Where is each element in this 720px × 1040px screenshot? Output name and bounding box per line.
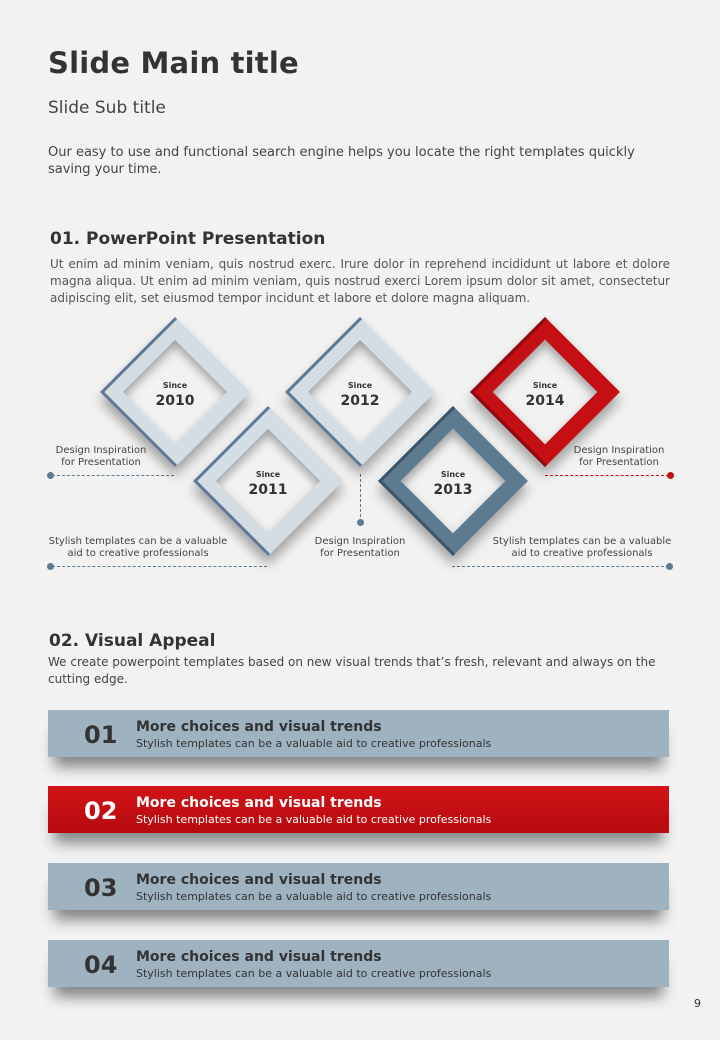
caption-center: Design Inspiration for Presentation <box>314 536 406 559</box>
sub-title: Slide Sub title <box>48 98 166 118</box>
list-item <box>48 863 669 910</box>
connector-line <box>52 566 267 567</box>
item-subtitle: Stylish templates can be a valuable aid to creative professionals <box>136 737 492 750</box>
main-title: Slide Main title <box>48 46 299 80</box>
caption-right-top: Design Inspiration for Presentation <box>573 445 665 468</box>
diamond-year: 2011 <box>248 482 288 498</box>
item-number: 03 <box>84 874 118 902</box>
caption-left-bottom: Stylish templates can be a valuable aid to creative professionals <box>48 536 228 559</box>
diamond-since: Since <box>255 470 281 479</box>
connector-dot <box>47 472 54 479</box>
diamond-year: 2010 <box>155 393 195 409</box>
diamond-since: Since <box>440 470 466 479</box>
connector-dot <box>47 563 54 570</box>
connector-line <box>545 475 669 476</box>
list-item <box>48 710 669 757</box>
diamond-since: Since <box>162 381 188 390</box>
intro-text: Our easy to use and functional search engine helps you locate the right templates quickly saving your time. <box>48 145 635 177</box>
item-title: More choices and visual trends <box>136 872 382 888</box>
diamond-year: 2013 <box>433 482 473 498</box>
diamond-year: 2012 <box>340 393 380 409</box>
section2-body: We create powerpoint templates based on new visual trends that’s fresh, relevant and always on the cutting edge. <box>48 655 656 686</box>
connector-line <box>360 474 361 522</box>
connector-line <box>52 475 174 476</box>
section2-heading: 02. Visual Appeal <box>49 631 216 651</box>
item-number: 04 <box>84 951 118 979</box>
item-subtitle: Stylish templates can be a valuable aid to creative professionals <box>136 967 492 980</box>
diamond-since: Since <box>347 381 373 390</box>
connector-dot <box>357 519 364 526</box>
item-title: More choices and visual trends <box>136 719 382 735</box>
item-subtitle: Stylish templates can be a valuable aid to creative professionals <box>136 890 492 903</box>
connector-line <box>452 566 669 567</box>
connector-dot <box>666 563 673 570</box>
item-number: 01 <box>84 721 118 749</box>
item-number: 02 <box>84 797 118 825</box>
page-number: 9 <box>694 997 701 1010</box>
list-item <box>48 786 669 833</box>
item-subtitle: Stylish templates can be a valuable aid to creative professionals <box>136 813 492 826</box>
list-item <box>48 940 669 987</box>
item-title: More choices and visual trends <box>136 795 382 811</box>
connector-dot <box>667 472 674 479</box>
section1-body: Ut enim ad minim veniam, quis nostrud exerc. Irure dolor in reprehend incididunt ut labore et dolore magna aliqua. Ut enim ad minim veniam, quis nostrud exerci Lorem ipsum dolor sit amet, consectetur adipiscing elit, set eiusmod tempor incidunt et labore et dolore magna aliquam. <box>50 257 670 305</box>
caption-right-bottom: Stylish templates can be a valuable aid to creative professionals <box>492 536 672 559</box>
section1-heading: 01. PowerPoint Presentation <box>50 229 326 249</box>
diamond-year: 2014 <box>525 393 565 409</box>
diamond-since: Since <box>532 381 558 390</box>
caption-left-top: Design Inspiration for Presentation <box>55 445 147 468</box>
item-title: More choices and visual trends <box>136 949 382 965</box>
